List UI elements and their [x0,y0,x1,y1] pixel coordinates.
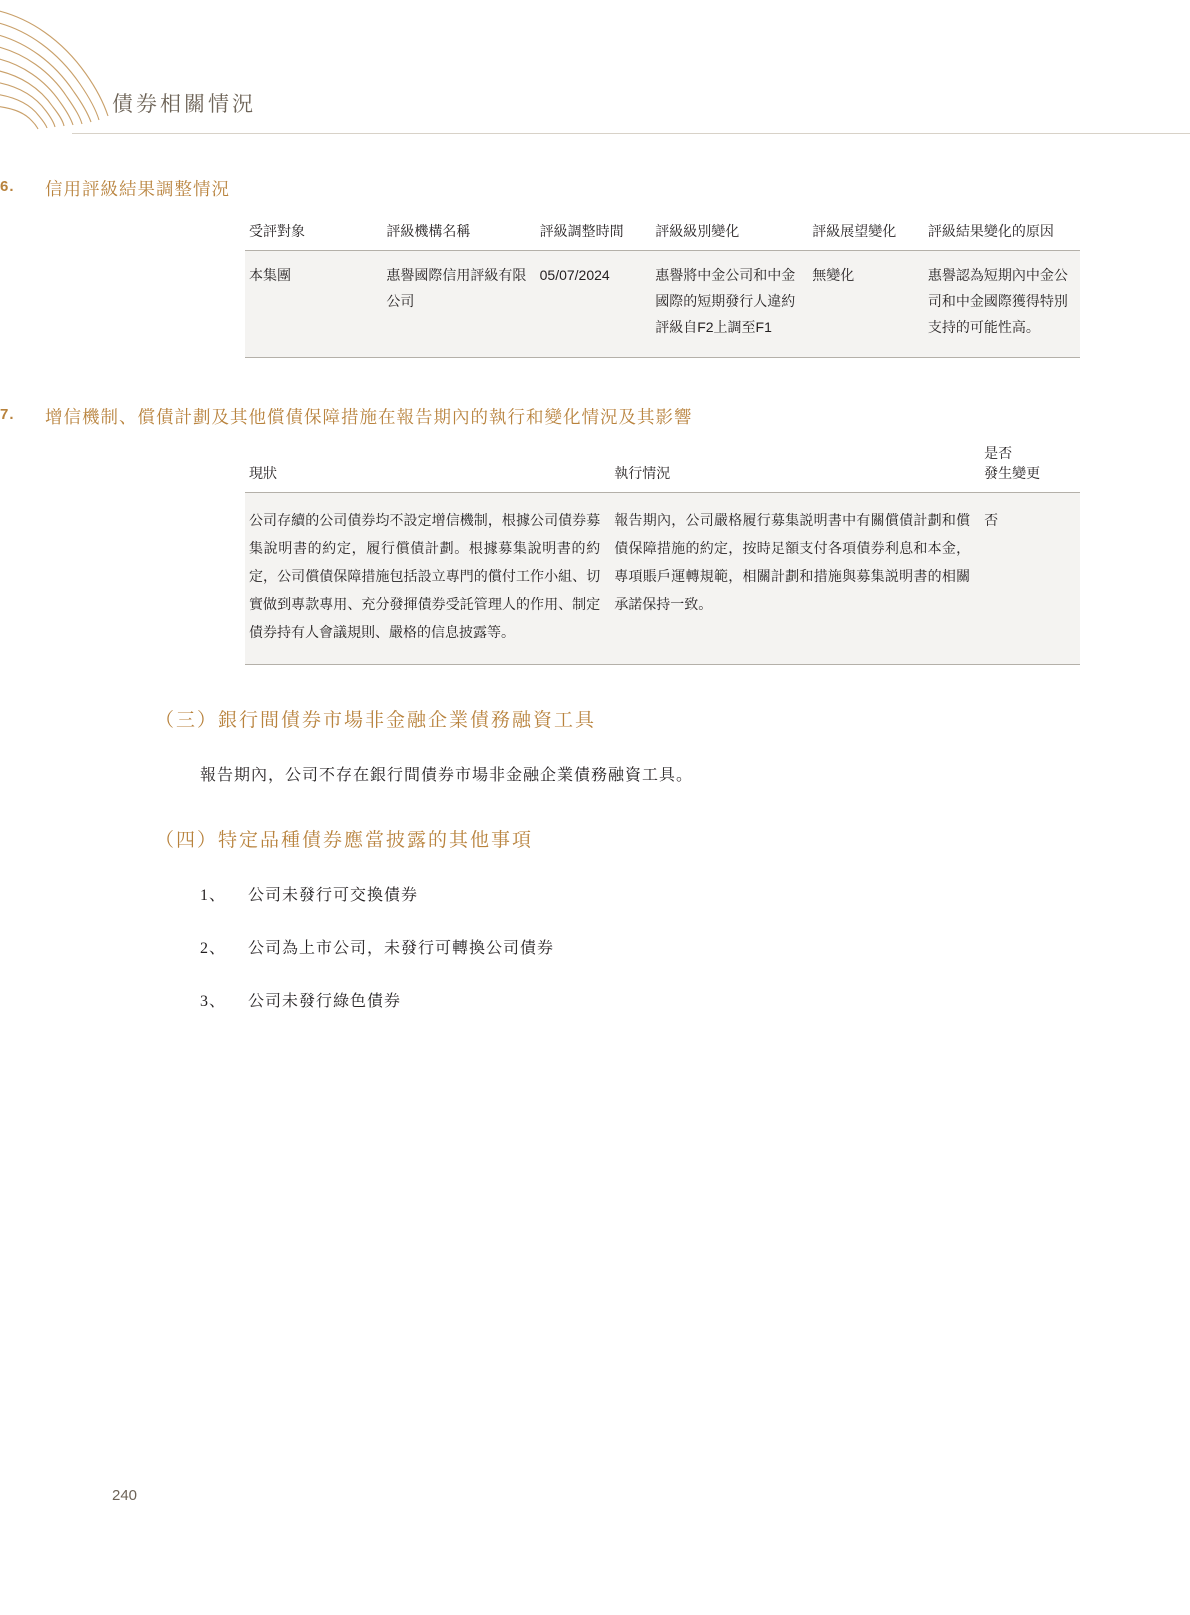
section-6-heading [0,176,1190,201]
list-item [200,935,1190,958]
th-outlook-change: 評級展望變化 [808,215,924,251]
table-header-row [245,439,1080,493]
td-adjust-time: 05/07/2024 [536,251,652,358]
section-interbank-instruments [0,705,1190,785]
th-rating-change: 評級級別變化 [651,215,808,251]
td-outlook-change: 無變化 [808,251,924,358]
header-divider [72,133,1190,134]
page-header [0,0,1190,136]
section-6-number: 6. [0,178,15,195]
list-item [200,988,1190,1011]
section-7-number: 7. [0,405,15,423]
section-4-title: （四）特定品種債券應當披露的其他事項 [155,829,534,851]
td-rated-entity: 本集團 [245,251,382,358]
section-credit-enhancement [0,404,1190,665]
page-title: 債券相關情況 [112,92,256,116]
td-reason: 惠譽認為短期內中金公司和中金國際獲得特別支持的可能性高。 [924,251,1080,358]
page-number: 240 [112,1487,138,1504]
th-execution-status: 執行情況 [610,439,980,493]
td-execution-status: 報告期內，公司嚴格履行募集説明書中有關償債計劃和償債保障措施的約定，按時足額支付各項債券利息和本金，專項賬戶運轉規範，相關計劃和措施與募集説明書的相關承諾保持一致。 [610,492,980,664]
credit-rating-table [245,215,1080,358]
list-item-number: 1、 [200,886,227,904]
section-3-paragraph: 報告期內，公司不存在銀行間債券市場非金融企業債務融資工具。 [200,766,694,784]
table-row [245,492,1080,664]
table-header-row [245,215,1080,251]
table-row [245,251,1080,358]
th-reason: 評級結果變化的原因 [924,215,1080,251]
th-current-status: 現狀 [245,439,610,493]
list-item [200,882,1190,905]
section-3-title: （三）銀行間債券市場非金融企業債務融資工具 [155,709,597,731]
section-7-heading [0,404,1190,429]
th-changed [980,439,1080,493]
list-item-label: 公司為上市公司，未發行可轉換公司債券 [248,939,555,957]
th-changed-line2: 發生變更 [984,464,1041,481]
td-rating-agency: 惠譽國際信用評級有限公司 [382,251,535,358]
credit-enhancement-table [245,439,1080,665]
list-item-label: 公司未發行綠色債券 [248,992,402,1010]
th-changed-line1: 是否 [984,444,1013,461]
td-current-status: 公司存續的公司債券均不設定增信機制，根據公司債券募集說明書的約定，履行償債計劃。根據募集說明書的約定，公司償債保障措施包括設立專門的償付工作小組、切實做到專款專用、充分發揮債券受託管理人的作用、制定債券持有人會議規則、嚴格的信息披露等。 [245,492,610,664]
section-credit-rating-adjustment [0,176,1190,358]
th-rating-agency: 評級機構名稱 [382,215,535,251]
td-changed: 否 [980,492,1080,664]
list-item-number: 3、 [200,992,227,1010]
document-content [0,136,1190,1011]
th-rated-entity: 受評對象 [245,215,382,251]
list-item-label: 公司未發行可交換債券 [248,886,419,904]
list-item-number: 2、 [200,939,227,957]
th-adjust-time: 評級調整時間 [536,215,652,251]
td-rating-change: 惠譽將中金公司和中金國際的短期發行人違約評級自F2上調至F1 [651,251,808,358]
section-6-title: 信用評級結果調整情況 [45,179,230,199]
section-other-disclosures [0,825,1190,1011]
section-7-title: 增信機制、償債計劃及其他償債保障措施在報告期內的執行和變化情況及其影響 [45,406,693,427]
